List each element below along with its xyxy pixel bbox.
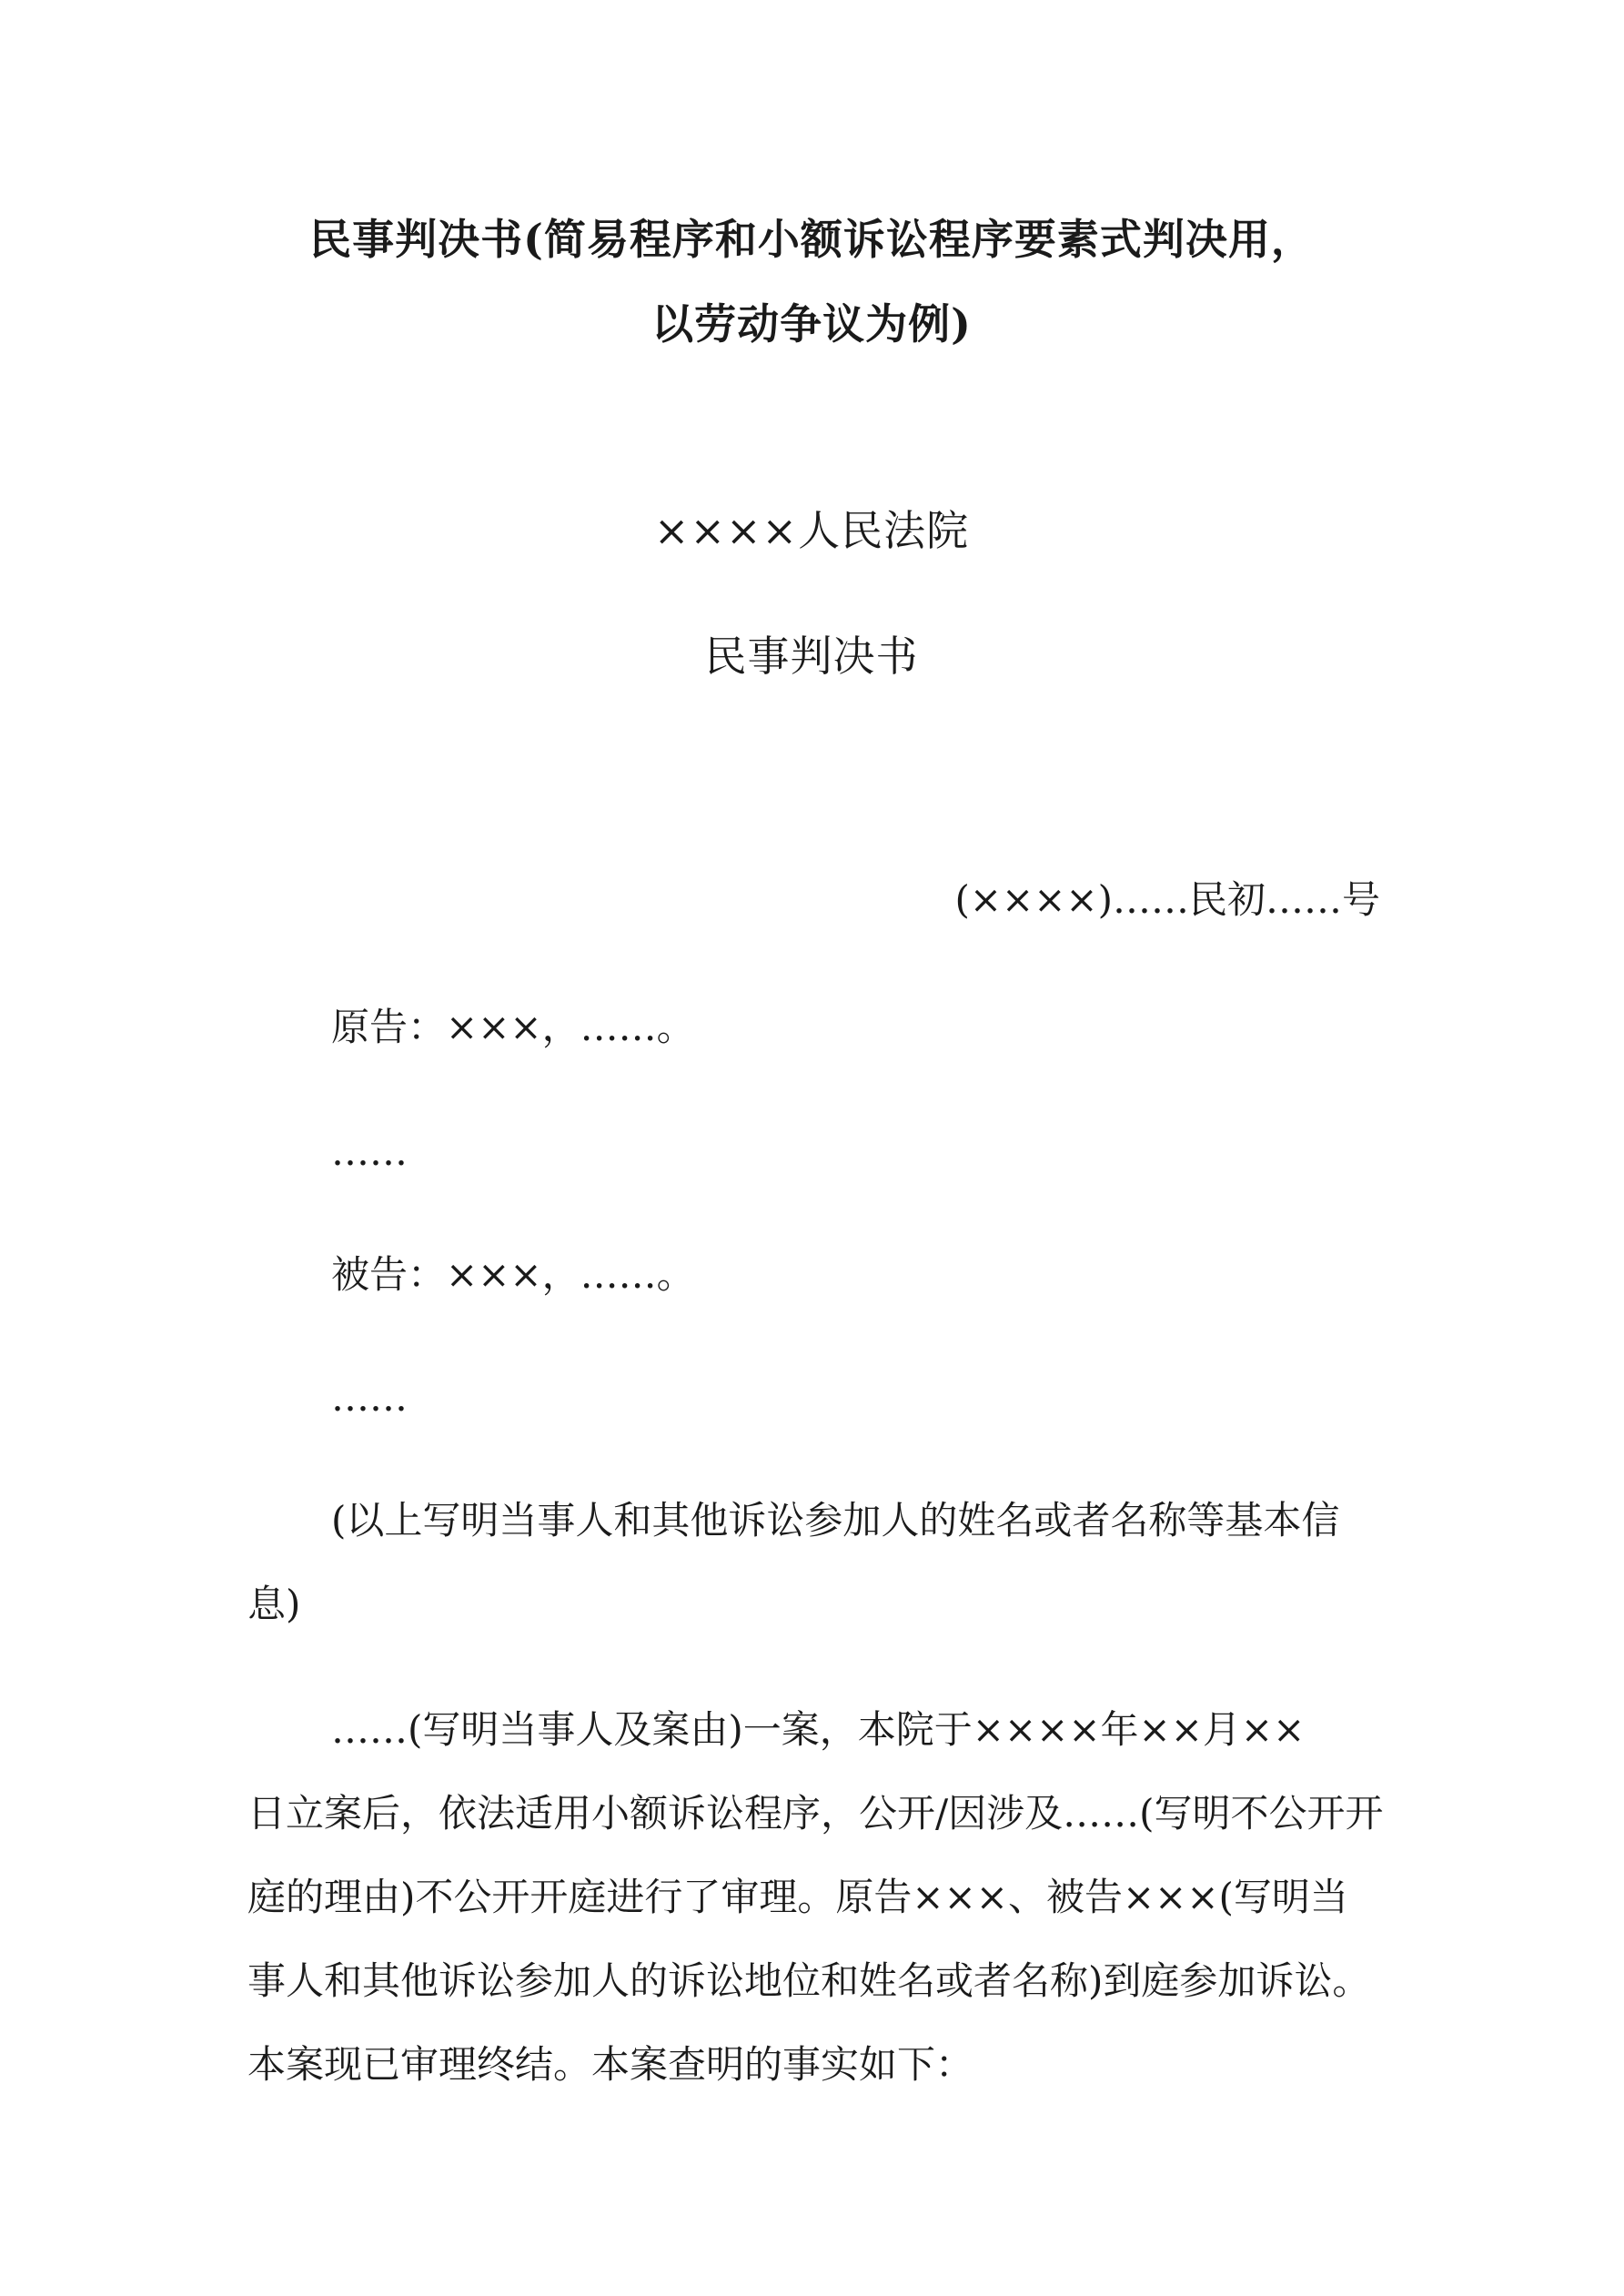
body-line: 本案现已审理终结。本案查明的事实如下： — [247, 2042, 974, 2087]
document-type-heading: 民事判决书 — [704, 632, 919, 681]
defendant-line: 被告：×××，……。 — [331, 1252, 695, 1297]
document-title-line-2: 以劳动争议为例) — [651, 299, 972, 349]
document-title-line-1: 民事判决书(简易程序和小额诉讼程序要素式判决用， — [309, 215, 1314, 264]
body-line: 事人和其他诉讼参加人的诉讼地位和姓名或者名称)到庭参加诉讼。 — [247, 1958, 1371, 2003]
body-line: 庭的理由)不公开开庭进行了审理。原告×××、被告×××(写明当 — [247, 1875, 1348, 1919]
party-info-note — [247, 1498, 1376, 1626]
ellipsis-line: …… — [331, 1375, 408, 1420]
note-line: 息) — [247, 1582, 301, 1626]
ellipsis-line: …… — [331, 1129, 408, 1174]
case-body-paragraph — [247, 1707, 1384, 2087]
note-line: (以上写明当事人和其他诉讼参加人的姓名或者名称等基本信 — [331, 1498, 1340, 1542]
body-line: ……(写明当事人及案由)一案，本院于××××年××月×× — [331, 1707, 1306, 1752]
body-line: 日立案后，依法适用小额诉讼程序，公开/因涉及……(写明不公开开 — [247, 1791, 1384, 1836]
case-number: (××××)……民初……号 — [954, 877, 1380, 922]
plaintiff-line: 原告：×××，……。 — [331, 1005, 695, 1049]
court-name: ××××人民法院 — [653, 506, 970, 555]
